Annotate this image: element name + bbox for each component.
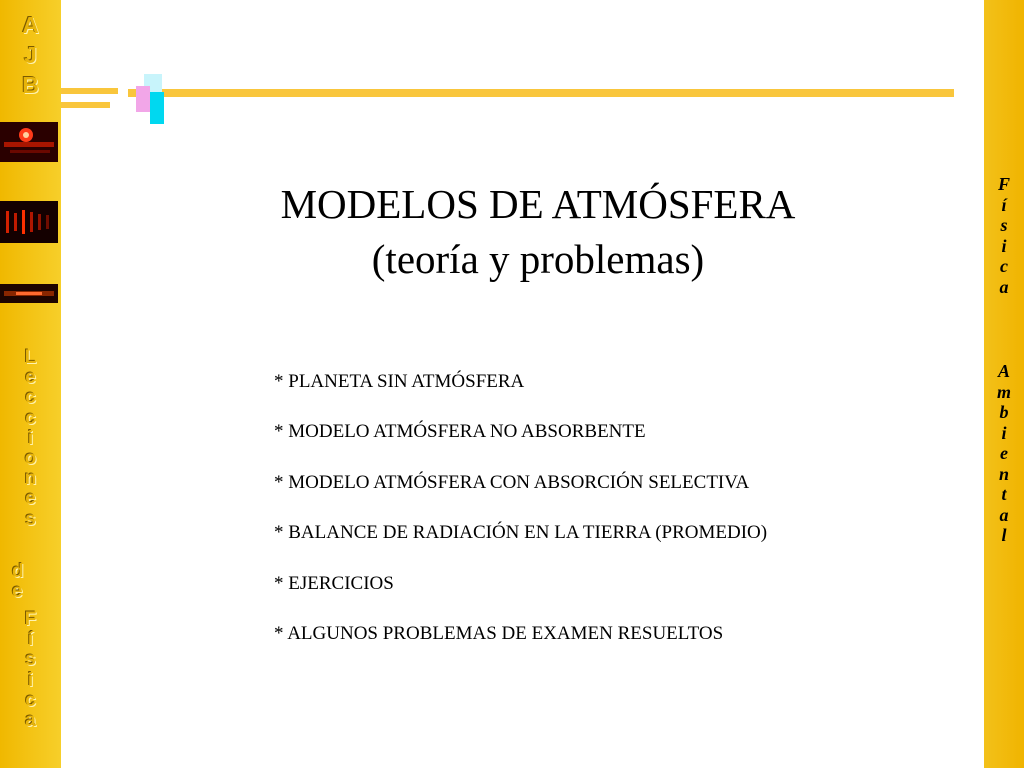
- thumbnail-image-1: [0, 122, 58, 162]
- header-stripe-short-1: [61, 88, 118, 94]
- letter: e: [1000, 443, 1008, 463]
- letter: s: [1000, 215, 1008, 235]
- letter: d: [12, 561, 24, 582]
- subject-word-fisica: [984, 174, 1024, 297]
- topic-item: * EJERCICIOS: [274, 573, 394, 594]
- letter: e: [25, 488, 36, 510]
- thumbnail-image-3: [0, 284, 58, 303]
- letter: n: [998, 463, 1009, 484]
- letter: c: [1000, 256, 1008, 276]
- letter: e: [12, 581, 23, 603]
- letter: m: [996, 381, 1011, 402]
- letter: i: [1001, 235, 1007, 256]
- thumbnail-image-2: [0, 201, 58, 243]
- letter: a: [25, 710, 36, 732]
- letter: a: [999, 504, 1009, 525]
- series-title-fisica: [0, 610, 61, 731]
- letter: b: [999, 402, 1009, 422]
- topic-item: * MODELO ATMÓSFERA CON ABSORCIÓN SELECTIVA: [274, 472, 750, 493]
- logo-letter-a: A: [22, 12, 39, 38]
- logo-letter-j: J: [24, 42, 37, 68]
- letter: A: [997, 361, 1010, 381]
- letter: o: [24, 448, 37, 470]
- letter: F: [24, 609, 37, 630]
- letter: s: [25, 649, 36, 671]
- series-title-de: [0, 562, 61, 602]
- letter: F: [997, 174, 1010, 194]
- letter: t: [1001, 484, 1007, 504]
- topic-item: * ALGUNOS PROBLEMAS DE EXAMEN RESUELTOS: [274, 623, 724, 644]
- letter: c: [25, 407, 36, 429]
- slide-title: MODELOS DE ATMÓSFERA: [280, 181, 796, 227]
- topic-item: * MODELO ATMÓSFERA NO ABSORBENTE: [274, 421, 646, 442]
- topic-item: * PLANETA SIN ATMÓSFERA: [274, 371, 525, 392]
- logo-letter-b: B: [22, 72, 39, 98]
- letter: i: [1001, 422, 1007, 443]
- decorative-squares-icon: [132, 72, 168, 128]
- subject-word-ambiental: [984, 361, 1024, 546]
- header-stripe-short-2: [61, 102, 110, 108]
- letter: i: [27, 427, 34, 449]
- letter: n: [24, 468, 37, 490]
- topic-item: * BALANCE DE RADIACIÓN EN LA TIERRA (PROMEDIO): [274, 522, 768, 543]
- letter: L: [24, 347, 37, 368]
- letter: í: [1001, 194, 1007, 215]
- letter: í: [27, 629, 34, 651]
- series-title-lecciones: [0, 348, 61, 530]
- letter: c: [25, 689, 36, 711]
- letter: c: [25, 387, 36, 409]
- header-stripe-long: [128, 89, 954, 97]
- letter: i: [27, 669, 34, 691]
- letter: e: [25, 367, 36, 389]
- letter: l: [1001, 525, 1007, 545]
- letter: a: [999, 276, 1009, 297]
- slide-subtitle: (teoría y problemas): [371, 236, 705, 282]
- letter: s: [25, 508, 36, 530]
